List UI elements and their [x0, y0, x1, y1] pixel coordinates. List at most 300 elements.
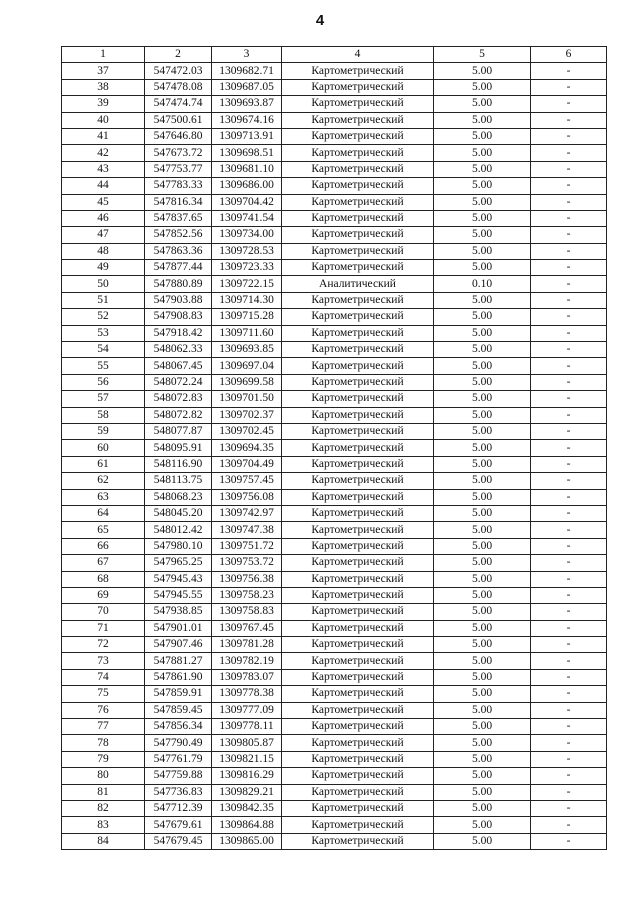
note-cell: -: [531, 751, 607, 767]
y-coordinate-cell: 1309704.49: [212, 456, 282, 472]
x-coordinate-cell: 547474.74: [145, 96, 212, 112]
table-row: [62, 374, 607, 390]
note-cell: -: [531, 489, 607, 505]
x-coordinate-cell: 547908.83: [145, 309, 212, 325]
y-coordinate-cell: 1309742.97: [212, 505, 282, 521]
y-coordinate-cell: 1309693.87: [212, 96, 282, 112]
point-number-cell: 50: [62, 276, 145, 292]
note-cell: -: [531, 243, 607, 259]
accuracy-cell: 5.00: [434, 309, 531, 325]
method-cell: Картометрический: [282, 423, 434, 439]
y-coordinate-cell: 1309702.37: [212, 407, 282, 423]
note-cell: -: [531, 653, 607, 669]
accuracy-cell: 5.00: [434, 702, 531, 718]
point-number-cell: 77: [62, 719, 145, 735]
table-row: [62, 178, 607, 194]
x-coordinate-cell: 548116.90: [145, 456, 212, 472]
method-cell: Картометрический: [282, 686, 434, 702]
note-cell: -: [531, 358, 607, 374]
method-cell: Картометрический: [282, 604, 434, 620]
point-number-cell: 43: [62, 161, 145, 177]
column-header: 5: [434, 47, 531, 63]
accuracy-cell: 5.00: [434, 325, 531, 341]
note-cell: -: [531, 178, 607, 194]
point-number-cell: 56: [62, 374, 145, 390]
column-header: 3: [212, 47, 282, 63]
point-number-cell: 44: [62, 178, 145, 194]
y-coordinate-cell: 1309699.58: [212, 374, 282, 390]
method-cell: Картометрический: [282, 79, 434, 95]
method-cell: Картометрический: [282, 194, 434, 210]
x-coordinate-cell: 547759.88: [145, 768, 212, 784]
point-number-cell: 51: [62, 292, 145, 308]
x-coordinate-cell: 548113.75: [145, 473, 212, 489]
y-coordinate-cell: 1309702.45: [212, 423, 282, 439]
x-coordinate-cell: 547903.88: [145, 292, 212, 308]
column-header: 4: [282, 47, 434, 63]
x-coordinate-cell: 547901.01: [145, 620, 212, 636]
column-header: 2: [145, 47, 212, 63]
method-cell: Картометрический: [282, 768, 434, 784]
y-coordinate-cell: 1309842.35: [212, 800, 282, 816]
note-cell: -: [531, 440, 607, 456]
note-cell: -: [531, 505, 607, 521]
x-coordinate-cell: 548067.45: [145, 358, 212, 374]
accuracy-cell: 5.00: [434, 473, 531, 489]
point-number-cell: 83: [62, 817, 145, 833]
y-coordinate-cell: 1309713.91: [212, 128, 282, 144]
note-cell: -: [531, 817, 607, 833]
accuracy-cell: 5.00: [434, 161, 531, 177]
accuracy-cell: 5.00: [434, 227, 531, 243]
note-cell: -: [531, 587, 607, 603]
method-cell: Картометрический: [282, 374, 434, 390]
method-cell: Картометрический: [282, 440, 434, 456]
method-cell: Картометрический: [282, 292, 434, 308]
x-coordinate-cell: 547863.36: [145, 243, 212, 259]
method-cell: Картометрический: [282, 210, 434, 226]
point-number-cell: 62: [62, 473, 145, 489]
y-coordinate-cell: 1309698.51: [212, 145, 282, 161]
method-cell: Картометрический: [282, 128, 434, 144]
y-coordinate-cell: 1309778.38: [212, 686, 282, 702]
accuracy-cell: 5.00: [434, 243, 531, 259]
accuracy-cell: 5.00: [434, 79, 531, 95]
table-row: [62, 686, 607, 702]
accuracy-cell: 5.00: [434, 489, 531, 505]
table-row: [62, 243, 607, 259]
note-cell: -: [531, 800, 607, 816]
point-number-cell: 42: [62, 145, 145, 161]
y-coordinate-cell: 1309694.35: [212, 440, 282, 456]
note-cell: -: [531, 768, 607, 784]
note-cell: -: [531, 112, 607, 128]
accuracy-cell: 5.00: [434, 260, 531, 276]
x-coordinate-cell: 547861.90: [145, 669, 212, 685]
point-number-cell: 78: [62, 735, 145, 751]
note-cell: -: [531, 145, 607, 161]
point-number-cell: 52: [62, 309, 145, 325]
accuracy-cell: 0.10: [434, 276, 531, 292]
point-number-cell: 48: [62, 243, 145, 259]
note-cell: -: [531, 833, 607, 849]
point-number-cell: 68: [62, 571, 145, 587]
method-cell: Картометрический: [282, 637, 434, 653]
y-coordinate-cell: 1309756.38: [212, 571, 282, 587]
accuracy-cell: 5.00: [434, 210, 531, 226]
x-coordinate-cell: 548072.24: [145, 374, 212, 390]
method-cell: Картометрический: [282, 751, 434, 767]
x-coordinate-cell: 548062.33: [145, 342, 212, 358]
y-coordinate-cell: 1309728.53: [212, 243, 282, 259]
accuracy-cell: 5.00: [434, 751, 531, 767]
note-cell: -: [531, 423, 607, 439]
y-coordinate-cell: 1309714.30: [212, 292, 282, 308]
accuracy-cell: 5.00: [434, 735, 531, 751]
method-cell: Картометрический: [282, 112, 434, 128]
note-cell: -: [531, 407, 607, 423]
point-number-cell: 39: [62, 96, 145, 112]
y-coordinate-cell: 1309701.50: [212, 391, 282, 407]
note-cell: -: [531, 637, 607, 653]
table-row: [62, 669, 607, 685]
accuracy-cell: 5.00: [434, 784, 531, 800]
accuracy-cell: 5.00: [434, 440, 531, 456]
x-coordinate-cell: 547679.61: [145, 817, 212, 833]
accuracy-cell: 5.00: [434, 604, 531, 620]
table-row: [62, 522, 607, 538]
table-row: [62, 112, 607, 128]
table-row: [62, 620, 607, 636]
accuracy-cell: 5.00: [434, 342, 531, 358]
note-cell: -: [531, 669, 607, 685]
accuracy-cell: 5.00: [434, 817, 531, 833]
x-coordinate-cell: 547472.03: [145, 63, 212, 79]
y-coordinate-cell: 1309865.00: [212, 833, 282, 849]
table-row: [62, 653, 607, 669]
y-coordinate-cell: 1309816.29: [212, 768, 282, 784]
accuracy-cell: 5.00: [434, 833, 531, 849]
point-number-cell: 46: [62, 210, 145, 226]
method-cell: Картометрический: [282, 702, 434, 718]
accuracy-cell: 5.00: [434, 96, 531, 112]
x-coordinate-cell: 547880.89: [145, 276, 212, 292]
method-cell: Картометрический: [282, 833, 434, 849]
note-cell: -: [531, 276, 607, 292]
y-coordinate-cell: 1309747.38: [212, 522, 282, 538]
point-number-cell: 64: [62, 505, 145, 521]
x-coordinate-cell: 547907.46: [145, 637, 212, 653]
accuracy-cell: 5.00: [434, 423, 531, 439]
y-coordinate-cell: 1309758.83: [212, 604, 282, 620]
table-row: [62, 784, 607, 800]
accuracy-cell: 5.00: [434, 292, 531, 308]
method-cell: Картометрический: [282, 63, 434, 79]
note-cell: -: [531, 342, 607, 358]
x-coordinate-cell: 547965.25: [145, 555, 212, 571]
method-cell: Картометрический: [282, 489, 434, 505]
note-cell: -: [531, 210, 607, 226]
table-row: [62, 735, 607, 751]
method-cell: Картометрический: [282, 653, 434, 669]
point-number-cell: 40: [62, 112, 145, 128]
table-row: [62, 538, 607, 554]
accuracy-cell: 5.00: [434, 768, 531, 784]
point-number-cell: 58: [62, 407, 145, 423]
accuracy-cell: 5.00: [434, 128, 531, 144]
point-number-cell: 45: [62, 194, 145, 210]
y-coordinate-cell: 1309693.85: [212, 342, 282, 358]
y-coordinate-cell: 1309681.10: [212, 161, 282, 177]
note-cell: -: [531, 194, 607, 210]
method-cell: Картометрический: [282, 620, 434, 636]
point-number-cell: 53: [62, 325, 145, 341]
table-row: [62, 817, 607, 833]
y-coordinate-cell: 1309741.54: [212, 210, 282, 226]
method-cell: Картометрический: [282, 342, 434, 358]
point-number-cell: 65: [62, 522, 145, 538]
accuracy-cell: 5.00: [434, 456, 531, 472]
point-number-cell: 66: [62, 538, 145, 554]
table-row: [62, 128, 607, 144]
note-cell: -: [531, 522, 607, 538]
y-coordinate-cell: 1309864.88: [212, 817, 282, 833]
note-cell: -: [531, 325, 607, 341]
note-cell: -: [531, 555, 607, 571]
x-coordinate-cell: 547945.55: [145, 587, 212, 603]
x-coordinate-cell: 547918.42: [145, 325, 212, 341]
y-coordinate-cell: 1309723.33: [212, 260, 282, 276]
x-coordinate-cell: 548072.82: [145, 407, 212, 423]
accuracy-cell: 5.00: [434, 358, 531, 374]
note-cell: -: [531, 227, 607, 243]
accuracy-cell: 5.00: [434, 63, 531, 79]
y-coordinate-cell: 1309687.05: [212, 79, 282, 95]
point-number-cell: 72: [62, 637, 145, 653]
table-row: [62, 702, 607, 718]
y-coordinate-cell: 1309821.15: [212, 751, 282, 767]
note-cell: -: [531, 784, 607, 800]
accuracy-cell: 5.00: [434, 374, 531, 390]
point-number-cell: 80: [62, 768, 145, 784]
method-cell: Картометрический: [282, 669, 434, 685]
x-coordinate-cell: 547938.85: [145, 604, 212, 620]
x-coordinate-cell: 548072.83: [145, 391, 212, 407]
note-cell: -: [531, 79, 607, 95]
point-number-cell: 79: [62, 751, 145, 767]
x-coordinate-cell: 547790.49: [145, 735, 212, 751]
accuracy-cell: 5.00: [434, 571, 531, 587]
y-coordinate-cell: 1309686.00: [212, 178, 282, 194]
method-cell: Картометрический: [282, 505, 434, 521]
note-cell: -: [531, 686, 607, 702]
y-coordinate-cell: 1309783.07: [212, 669, 282, 685]
y-coordinate-cell: 1309782.19: [212, 653, 282, 669]
accuracy-cell: 5.00: [434, 653, 531, 669]
table-row: [62, 456, 607, 472]
note-cell: -: [531, 735, 607, 751]
method-cell: Картометрический: [282, 161, 434, 177]
point-number-cell: 63: [62, 489, 145, 505]
x-coordinate-cell: 547478.08: [145, 79, 212, 95]
table-row: [62, 423, 607, 439]
y-coordinate-cell: 1309711.60: [212, 325, 282, 341]
method-cell: Картометрический: [282, 800, 434, 816]
page-number: 4: [315, 12, 325, 29]
point-number-cell: 67: [62, 555, 145, 571]
accuracy-cell: 5.00: [434, 522, 531, 538]
x-coordinate-cell: 547761.79: [145, 751, 212, 767]
accuracy-cell: 5.00: [434, 620, 531, 636]
x-coordinate-cell: 547753.77: [145, 161, 212, 177]
note-cell: -: [531, 63, 607, 79]
x-coordinate-cell: 547881.27: [145, 653, 212, 669]
point-number-cell: 69: [62, 587, 145, 603]
accuracy-cell: 5.00: [434, 178, 531, 194]
note-cell: -: [531, 128, 607, 144]
point-number-cell: 70: [62, 604, 145, 620]
point-number-cell: 38: [62, 79, 145, 95]
table-row: [62, 210, 607, 226]
method-cell: Картометрический: [282, 473, 434, 489]
x-coordinate-cell: 547500.61: [145, 112, 212, 128]
accuracy-cell: 5.00: [434, 145, 531, 161]
note-cell: -: [531, 719, 607, 735]
y-coordinate-cell: 1309777.09: [212, 702, 282, 718]
note-cell: -: [531, 604, 607, 620]
point-number-cell: 84: [62, 833, 145, 849]
method-cell: Картометрический: [282, 325, 434, 341]
table-row: [62, 751, 607, 767]
table-row: [62, 768, 607, 784]
table-row: [62, 587, 607, 603]
x-coordinate-cell: 548012.42: [145, 522, 212, 538]
method-cell: Картометрический: [282, 735, 434, 751]
note-cell: -: [531, 702, 607, 718]
table-header-row: [62, 47, 607, 63]
y-coordinate-cell: 1309722.15: [212, 276, 282, 292]
x-coordinate-cell: 548045.20: [145, 505, 212, 521]
method-cell: Картометрический: [282, 456, 434, 472]
note-cell: -: [531, 456, 607, 472]
x-coordinate-cell: 547673.72: [145, 145, 212, 161]
accuracy-cell: 5.00: [434, 669, 531, 685]
table-row: [62, 407, 607, 423]
method-cell: Картометрический: [282, 145, 434, 161]
table-row: [62, 391, 607, 407]
x-coordinate-cell: 547712.39: [145, 800, 212, 816]
note-cell: -: [531, 374, 607, 390]
method-cell: Картометрический: [282, 538, 434, 554]
point-number-cell: 61: [62, 456, 145, 472]
x-coordinate-cell: 547736.83: [145, 784, 212, 800]
method-cell: Картометрический: [282, 522, 434, 538]
table-row: [62, 637, 607, 653]
x-coordinate-cell: 547980.10: [145, 538, 212, 554]
point-number-cell: 57: [62, 391, 145, 407]
table-row: [62, 96, 607, 112]
point-number-cell: 76: [62, 702, 145, 718]
table-row: [62, 309, 607, 325]
method-cell: Картометрический: [282, 391, 434, 407]
accuracy-cell: 5.00: [434, 637, 531, 653]
x-coordinate-cell: 547852.56: [145, 227, 212, 243]
method-cell: Картометрический: [282, 227, 434, 243]
x-coordinate-cell: 547783.33: [145, 178, 212, 194]
point-number-cell: 37: [62, 63, 145, 79]
point-number-cell: 60: [62, 440, 145, 456]
y-coordinate-cell: 1309751.72: [212, 538, 282, 554]
method-cell: Картометрический: [282, 817, 434, 833]
method-cell: Картометрический: [282, 719, 434, 735]
method-cell: Картометрический: [282, 96, 434, 112]
note-cell: -: [531, 309, 607, 325]
method-cell: Картометрический: [282, 178, 434, 194]
point-number-cell: 74: [62, 669, 145, 685]
y-coordinate-cell: 1309674.16: [212, 112, 282, 128]
note-cell: -: [531, 473, 607, 489]
y-coordinate-cell: 1309805.87: [212, 735, 282, 751]
point-number-cell: 47: [62, 227, 145, 243]
table-row: [62, 145, 607, 161]
method-cell: Картометрический: [282, 358, 434, 374]
note-cell: -: [531, 571, 607, 587]
y-coordinate-cell: 1309767.45: [212, 620, 282, 636]
x-coordinate-cell: 547945.43: [145, 571, 212, 587]
table-row: [62, 342, 607, 358]
point-number-cell: 81: [62, 784, 145, 800]
table-row: [62, 194, 607, 210]
x-coordinate-cell: 547877.44: [145, 260, 212, 276]
table-row: [62, 604, 607, 620]
y-coordinate-cell: 1309781.28: [212, 637, 282, 653]
point-number-cell: 59: [62, 423, 145, 439]
note-cell: -: [531, 620, 607, 636]
table-row: [62, 473, 607, 489]
point-number-cell: 55: [62, 358, 145, 374]
method-cell: Картометрический: [282, 571, 434, 587]
table-row: [62, 440, 607, 456]
coordinates-table: [61, 46, 607, 850]
x-coordinate-cell: 548077.87: [145, 423, 212, 439]
y-coordinate-cell: 1309778.11: [212, 719, 282, 735]
table-row: [62, 260, 607, 276]
y-coordinate-cell: 1309758.23: [212, 587, 282, 603]
note-cell: -: [531, 260, 607, 276]
y-coordinate-cell: 1309697.04: [212, 358, 282, 374]
column-header: 6: [531, 47, 607, 63]
table-row: [62, 571, 607, 587]
point-number-cell: 75: [62, 686, 145, 702]
note-cell: -: [531, 538, 607, 554]
point-number-cell: 49: [62, 260, 145, 276]
table-row: [62, 79, 607, 95]
method-cell: Картометрический: [282, 407, 434, 423]
y-coordinate-cell: 1309734.00: [212, 227, 282, 243]
method-cell: Картометрический: [282, 243, 434, 259]
note-cell: -: [531, 292, 607, 308]
note-cell: -: [531, 96, 607, 112]
x-coordinate-cell: 548068.23: [145, 489, 212, 505]
x-coordinate-cell: 547679.45: [145, 833, 212, 849]
accuracy-cell: 5.00: [434, 538, 531, 554]
table-row: [62, 63, 607, 79]
accuracy-cell: 5.00: [434, 800, 531, 816]
point-number-cell: 41: [62, 128, 145, 144]
note-cell: -: [531, 391, 607, 407]
point-number-cell: 73: [62, 653, 145, 669]
table-body: [62, 63, 607, 850]
